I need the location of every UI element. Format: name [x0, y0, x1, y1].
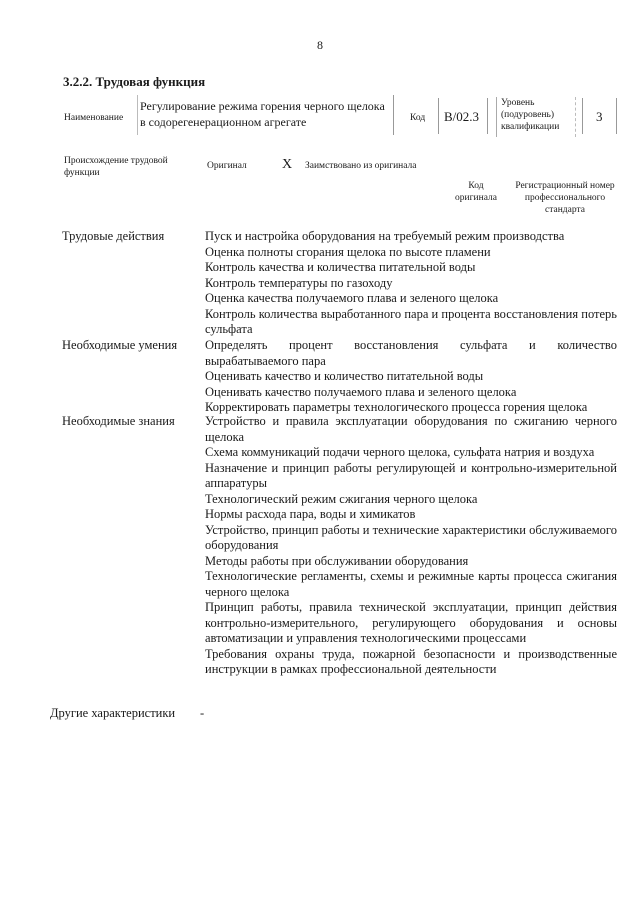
section-label: Необходимые знания	[62, 414, 175, 428]
list-item: Корректировать параметры технологического процесса горения щелока	[205, 400, 588, 414]
list-item: Оценивать качество получаемого плава и зеленого щелока	[205, 384, 517, 399]
section-skills	[62, 338, 617, 416]
page-number: 8	[317, 38, 323, 52]
list-item: Технологический режим сжигания черного щелока	[205, 491, 478, 506]
list-item: Технологические регламенты, схемы и режимные карты процесса сжигания черного щелока	[205, 569, 617, 599]
list-item: Устройство, принцип работы и технические характеристики обслуживаемого оборудования	[205, 522, 617, 552]
other-characteristics-value: -	[200, 706, 205, 720]
code-label: Код	[410, 113, 426, 123]
list-item: Контроль качества и количества питательной воды	[205, 260, 476, 274]
origin-original: Оригинал	[207, 161, 247, 171]
list-item: Контроль количества выработанного пара и процента восстановления потерь сульфата	[205, 306, 617, 336]
section-label: Необходимые умения	[62, 338, 178, 352]
section-knowledge	[62, 414, 617, 678]
section-title: 3.2.2. Трудовая функция	[63, 74, 206, 89]
list-item: Оценка полноты сгорания щелока по высоте пламени	[205, 244, 491, 259]
list-item: Контроль температуры по газоходу	[205, 275, 393, 290]
list-item: Нормы расхода пара, воды и химикатов	[205, 507, 416, 521]
list-item: Назначение и принцип работы регулирующей и контрольно-измерительной аппаратуры	[205, 460, 617, 490]
origin-label: Происхождение трудовой функции	[64, 156, 168, 178]
name-label: Наименование	[64, 113, 124, 123]
level-label: Уровень (подуровень) квалификации	[501, 98, 560, 132]
list-item: Оценивать качество и количество питательной воды	[205, 369, 484, 383]
list-item: Принцип работы, правила технической эксплуатации, принцип действия контрольно-измерительного, регулирующего оборудования и основы автоматизации и управления технологическими процессами	[205, 600, 617, 645]
function-code: B/02.3	[444, 109, 480, 124]
function-name: Регулирование режима горения черного щелока в содорегенерационном агрегате	[140, 99, 385, 129]
list-item: Устройство и правила эксплуатации оборудования по сжиганию черного щелока	[205, 414, 617, 444]
list-item: Оценка качества получаемого плава и зеленого щелока	[205, 291, 499, 305]
list-item: Схема коммуникаций подачи черного щелока, сульфата натрия и воздуха	[205, 445, 595, 459]
list-item: Требования охраны труда, пожарной безопасности и производственные инструкции в рамках профессиональной деятельности	[205, 646, 617, 676]
section-labor-actions	[62, 229, 617, 338]
origin-reg-label: Регистрационный номер профессионального стандарта	[515, 181, 615, 215]
list-item: Определять процент восстановления сульфата и количество вырабатываемого пара	[205, 338, 617, 368]
origin-code-label: Код оригинала	[455, 181, 497, 203]
other-characteristics-label: Другие характеристики	[50, 706, 176, 720]
origin-borrowed: Заимствовано из оригинала	[305, 161, 417, 171]
list-item: Методы работы при обслуживании оборудования	[205, 553, 469, 568]
section-label: Трудовые действия	[62, 229, 165, 243]
list-item: Пуск и настройка оборудования на требуемый режим производства	[205, 229, 565, 243]
origin-mark: X	[282, 157, 293, 172]
level-value: 3	[596, 109, 603, 124]
